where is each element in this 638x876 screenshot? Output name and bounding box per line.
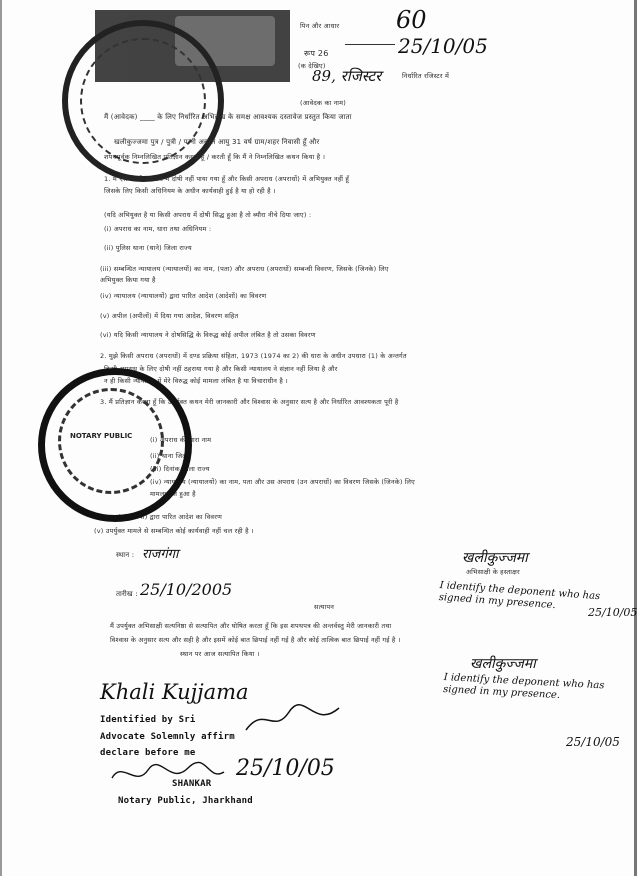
- deponent-signature-lower: खलीकुज्जमा: [470, 656, 536, 672]
- attestation-note-lower: I identify the deponent who has signed in my presence.: [442, 672, 605, 702]
- place-label: स्थान :: [116, 551, 135, 559]
- verification-heading: सत्यापन: [314, 603, 335, 611]
- body-line: (v) उपर्युक्त मामले से सम्बन्धित कोई कार्यवाही नहीं चल रही है ।: [94, 527, 254, 535]
- body-line: (ii) थाना जिला: [150, 452, 189, 460]
- notary-line: Identified by Sri: [100, 715, 196, 725]
- body-line: 1. मैं ऐसे किसी अपराध में दोषी नहीं पाया गया हूँ और किसी अपराध (अपराधों) में अभियुक्त नहीं हूँ: [104, 175, 350, 183]
- notary-seal-inner: [58, 388, 164, 494]
- signature-scribble: [244, 700, 344, 740]
- notary-line: declare before me: [100, 748, 196, 758]
- body-line: शपथपूर्वक निम्नलिखित प्रतिज्ञान करता हूँ / करती हूँ कि मैं ने निम्नलिखित कथन किया है ।: [104, 153, 326, 161]
- body-line: (iii) दिनांक जिला राज्य: [150, 465, 210, 473]
- body-line: (i) अपराध का नाम, धारा तथा अधिनियम :: [104, 225, 212, 233]
- body-line: (आवेदक का नाम): [300, 99, 346, 107]
- body-line: (iii) सम्बन्धित न्यायालय (न्यायालयों) का नाम, (पता) और अपराध (अपराधों) सम्बन्धी विवरण, जिसके (जिनके) लिए: [100, 265, 389, 273]
- body-line: (i) अपराध की धारा नाम: [150, 436, 212, 444]
- body-line: (ii) पुलिस थाना (थाने) जिला राज्य: [104, 244, 192, 252]
- notary-seal-text: NOTARY PUBLIC: [70, 432, 133, 440]
- notary-date: 25/10/05: [236, 756, 335, 781]
- notary-line: SHANKAR: [172, 779, 212, 789]
- deponent-caption: अभिसाक्षी के हस्ताक्षर: [466, 568, 520, 576]
- body-line: मैं (आवेदक) ____ के लिए निर्धारित अभिलेख के समक्ष आवश्यक दस्तावेज प्रस्तुत किया जाता: [104, 113, 352, 121]
- form-number: रूप 26: [304, 49, 329, 58]
- body-line: अभियुक्त किया गया है: [100, 276, 156, 284]
- body-line: (v) अपील (अपीलों) में दिया गया आदेश, विवरण सहित: [100, 312, 239, 320]
- body-line: (iv) न्यायालय (न्यायालयों) द्वारा पारित आदेश (आदेशों) का विवरण: [100, 292, 267, 300]
- body-line: (iv) न्यायालय (न्यायालयों) का नाम, पता और उस अपराध (उन अपराधों) का विवरण जिसके (जिनके) लिए: [150, 478, 415, 486]
- verification-line: विश्वास के अनुसार सत्य और सही है और इसमें कोई बात छिपाई नहीं गई है और कोई तात्विक बात छिपाई नहीं गई है ।: [110, 636, 401, 644]
- top-right-number: 60: [396, 6, 427, 34]
- deponent-signature: खलीकुज्जमा: [462, 550, 528, 566]
- verification-line: मैं उपर्युक्त अभिसाक्षी सत्यनिष्ठा से सत्यापित और घोषित करता हूँ कि इस शपथपत्र की अन्तर्वस्तु मेरी जानकारी तथा: [110, 622, 392, 630]
- body-line: न ही किसी न्यायालय में मेरे विरुद्ध कोई मामला लंबित है या विचाराधीन है ।: [104, 377, 288, 385]
- verification-line: स्थान पर आज सत्यापित किया ।: [180, 650, 260, 658]
- signature-scribble-left: [108, 758, 228, 792]
- scan-edge-right: [634, 0, 637, 876]
- notary-line: Advocate Solemnly affirm: [100, 732, 235, 742]
- register-entry: 89, रजिस्टर: [312, 67, 382, 85]
- body-line: (vi) यदि किसी न्यायालय ने दोषसिद्धि के विरुद्ध कोई अपील लंबित है तो उसका विवरण: [100, 331, 316, 339]
- date-label: तारीख :: [116, 590, 138, 598]
- attestation-date: 25/10/05: [588, 606, 638, 619]
- form-ref: (क देखिए): [298, 62, 326, 70]
- notary-line: Notary Public, Jharkhand: [118, 796, 253, 806]
- place-value: राजगंगा: [142, 547, 179, 562]
- english-signature: Khali Kujjama: [100, 680, 249, 704]
- top-right-rule: [345, 44, 395, 45]
- body-line: जिसके लिए किसी अधिनियम के अधीन कार्यवाही हुई है या हो रही है ।: [104, 187, 276, 195]
- body-line: खलीकुज्जमा पुत्र / पुत्री / पत्नी अब्दुल आयु 31 वर्ष ग्राम/शहर निवासी हूँ और: [114, 138, 320, 146]
- register-label: निर्धारित रजिस्टर में: [402, 72, 450, 80]
- body-line: (यदि अभियुक्त है या किसी अपराध में दोषी सिद्ध हुआ है तो ब्यौरा नीचे दिया जाए) :: [104, 211, 312, 219]
- date-value: 25/10/2005: [140, 580, 233, 599]
- body-line: 2. मुझे किसी अपराध (अपराधों) में दण्ड प्रक्रिया संहिता, 1973 (1974 का 2) की धारा के अधीन उपधारा (1) के अन्तर्गत: [100, 352, 407, 360]
- body-line: न्यायालय (न्यायालयों) द्वारा पारित आदेश का विवरण: [94, 513, 223, 521]
- attestation-date-lower: 25/10/05: [566, 735, 620, 749]
- top-label: पिन और आधार: [300, 22, 340, 30]
- scan-edge-left: [0, 0, 2, 876]
- body-line: 3. मैं प्रतिज्ञान करता हूँ कि उपर्युक्त कथन मेरी जानकारी और विश्वास के अनुसार सत्य है और निर्धारित आवश्यकता पूरी है: [100, 398, 399, 406]
- top-right-date: 25/10/05: [398, 34, 488, 58]
- attestation-note: I identify the deponent who has signed in my presence.: [438, 580, 601, 612]
- body-line: मामला दर्ज हुआ है: [150, 490, 196, 498]
- body-line: किसी अपराध के लिए दोषी नहीं ठहराया गया है और किसी न्यायालय ने संज्ञान नहीं लिया है और: [104, 365, 338, 373]
